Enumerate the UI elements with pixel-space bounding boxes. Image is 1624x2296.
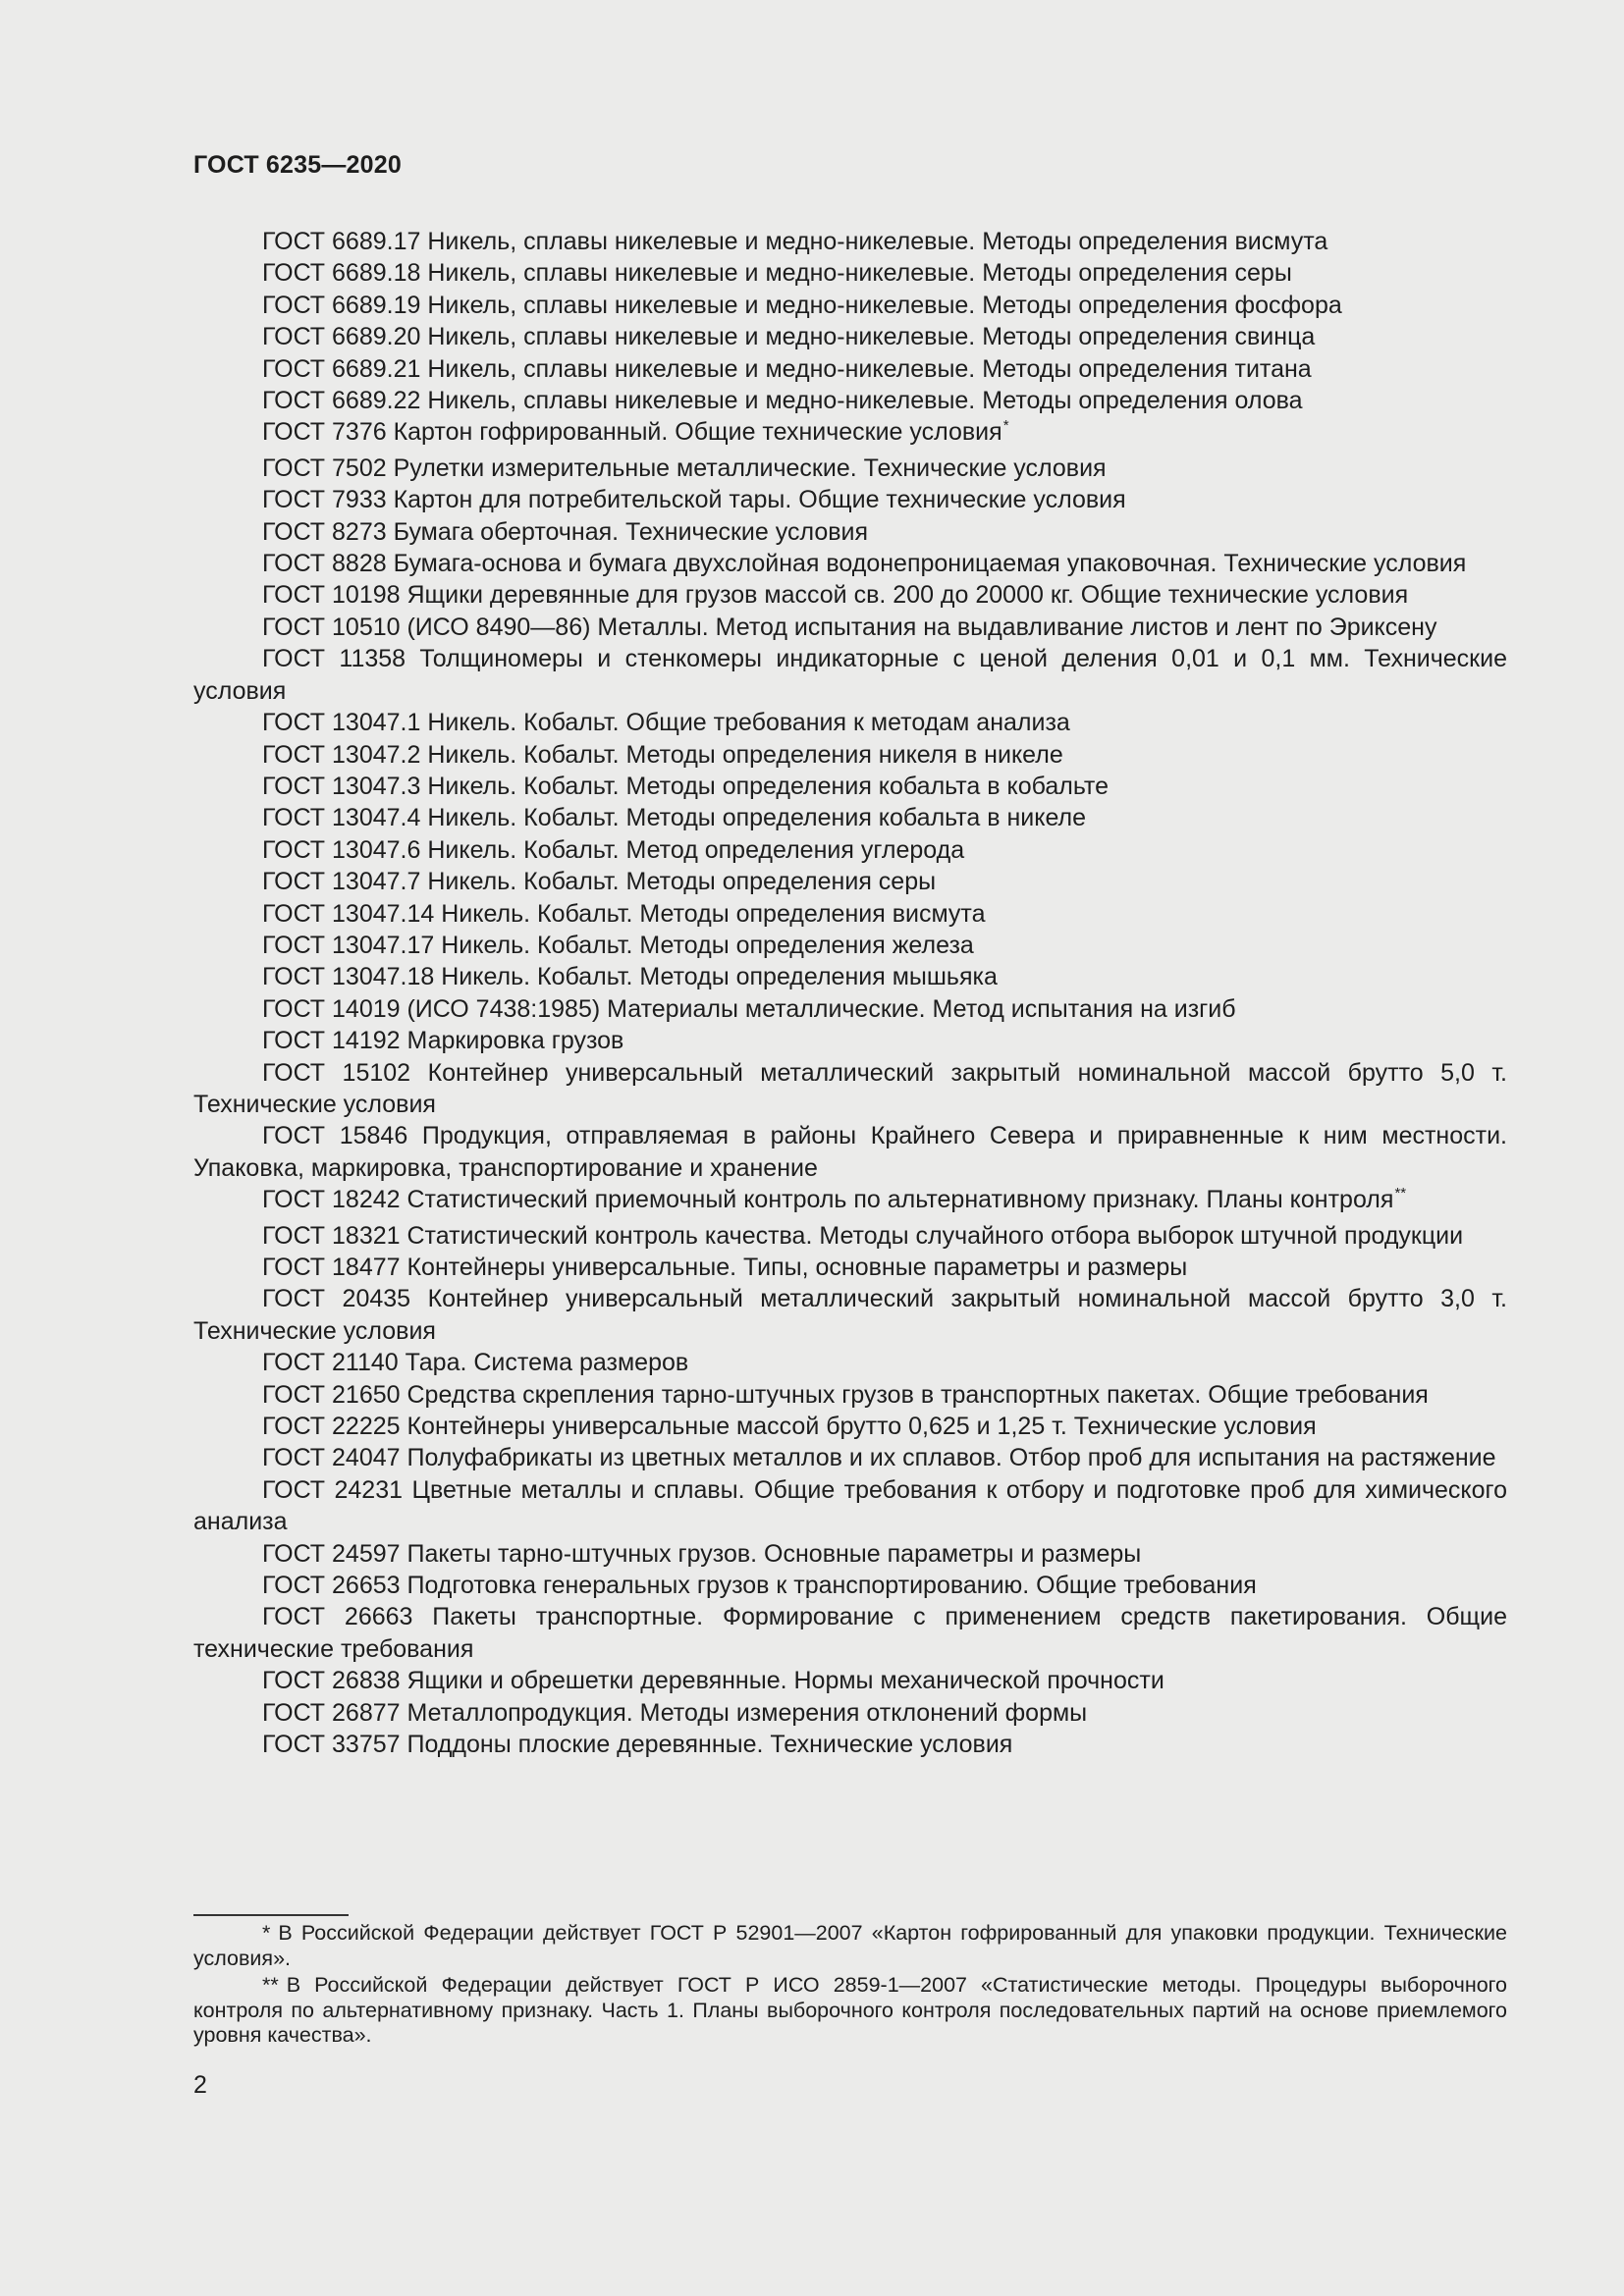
reference-entry bbox=[193, 1729, 1507, 1760]
footnote-mark: * bbox=[262, 1921, 271, 1945]
reference-text: ГОСТ 7376 Картон гофрированный. Общие технические условия bbox=[262, 418, 1002, 447]
reference-text: ГОСТ 14019 (ИСО 7438:1985) Материалы металлические. Метод испытания на изгиб bbox=[262, 994, 1236, 1023]
reference-text: ГОСТ 15102 Контейнер универсальный металлический закрытый номинальной массой брутто 5,0 т. Технические условия bbox=[193, 1058, 1507, 1118]
reference-text: ГОСТ 10510 (ИСО 8490—86) Металлы. Метод испытания на выдавливание листов и лент по Эриксену bbox=[262, 613, 1437, 641]
reference-entry bbox=[193, 484, 1507, 515]
reference-entry bbox=[193, 961, 1507, 992]
reference-text: ГОСТ 10198 Ящики деревянные для грузов массой св. 200 до 20000 кг. Общие технические условия bbox=[262, 581, 1409, 610]
document-header: ГОСТ 6235—2020 bbox=[193, 151, 402, 179]
footnote-text: В Российской Федерации действует ГОСТ Р ИСО 2859-1—2007 «Статистические методы. Процедуры выборочного контроля по альтернативному признаку. Часть 1. Планы выборочного контроля последовательных партий на основе приемлемого уровня качества». bbox=[193, 1973, 1507, 2047]
reference-entry bbox=[193, 1220, 1507, 1252]
reference-entry bbox=[193, 1347, 1507, 1378]
reference-text: ГОСТ 26838 Ящики и обрешетки деревянные. Нормы механической прочности bbox=[262, 1667, 1164, 1695]
reference-text: ГОСТ 18477 Контейнеры универсальные. Типы, основные параметры и размеры bbox=[262, 1254, 1188, 1281]
reference-text: ГОСТ 6689.21 Никель, сплавы никелевые и медно-никелевые. Методы определения титана bbox=[262, 354, 1312, 383]
reference-entry bbox=[193, 834, 1507, 866]
reference-text: ГОСТ 26653 Подготовка генеральных грузов к транспортированию. Общие требования bbox=[262, 1572, 1257, 1600]
reference-text: ГОСТ 20435 Контейнер универсальный металлический закрытый номинальной массой брутто 3,0 т. Технические условия bbox=[193, 1285, 1507, 1345]
footnote-entry bbox=[193, 1921, 1507, 1971]
reference-entry bbox=[193, 1474, 1507, 1538]
reference-entry bbox=[193, 1442, 1507, 1473]
reference-text: ГОСТ 13047.3 Никель. Кобальт. Методы определения кобальта в кобальте bbox=[262, 772, 1109, 800]
reference-entry bbox=[193, 1379, 1507, 1411]
normative-references-list bbox=[193, 226, 1507, 1761]
reference-text: ГОСТ 13047.1 Никель. Кобальт. Общие требования к методам анализа bbox=[262, 709, 1070, 737]
reference-entry bbox=[193, 226, 1507, 257]
reference-text: ГОСТ 6689.17 Никель, сплавы никелевые и медно-никелевые. Методы определения висмута bbox=[262, 228, 1328, 255]
reference-text: ГОСТ 7933 Картон для потребительской тары. Общие технические условия bbox=[262, 486, 1126, 514]
reference-entry bbox=[193, 1570, 1507, 1601]
reference-text: ГОСТ 24047 Полуфабрикаты из цветных металлов и их сплавов. Отбор проб для испытания на растяжение bbox=[262, 1444, 1496, 1472]
reference-entry bbox=[193, 579, 1507, 611]
reference-entry bbox=[193, 1184, 1507, 1219]
reference-entry bbox=[193, 353, 1507, 385]
reference-text: ГОСТ 6689.18 Никель, сплавы никелевые и медно-никелевые. Методы определения серы bbox=[262, 259, 1292, 288]
reference-entry bbox=[193, 1665, 1507, 1696]
reference-text: ГОСТ 13047.17 Никель. Кобальт. Методы определения железа bbox=[262, 931, 974, 959]
reference-text: ГОСТ 21650 Средства скрепления тарно-штучных грузов в транспортных пакетах. Общие требования bbox=[262, 1380, 1429, 1409]
reference-text: ГОСТ 26877 Металлопродукция. Методы измерения отклонений формы bbox=[262, 1698, 1088, 1727]
reference-text: ГОСТ 18321 Статистический контроль качества. Методы случайного отбора выборок штучной продукции bbox=[262, 1221, 1464, 1250]
reference-entry bbox=[193, 930, 1507, 961]
reference-text: ГОСТ 6689.22 Никель, сплавы никелевые и медно-никелевые. Методы определения олова bbox=[262, 387, 1303, 415]
footnote-separator bbox=[193, 1914, 349, 1916]
reference-entry bbox=[193, 643, 1507, 707]
reference-text: ГОСТ 11358 Толщиномеры и стенкомеры индикаторные с ценой деления 0,01 и 0,1 мм. Технические условия bbox=[193, 645, 1507, 705]
reference-text: ГОСТ 26663 Пакеты транспортные. Формирование с применением средств пакетирования. Общие технические требования bbox=[193, 1603, 1507, 1663]
reference-text: ГОСТ 24597 Пакеты тарно-штучных грузов. Основные параметры и размеры bbox=[262, 1539, 1142, 1568]
reference-entry bbox=[193, 771, 1507, 802]
reference-text: ГОСТ 13047.7 Никель. Кобальт. Методы определения серы bbox=[262, 868, 937, 896]
reference-entry bbox=[193, 1538, 1507, 1570]
reference-entry bbox=[193, 707, 1507, 738]
footnote-mark: ** bbox=[262, 1973, 279, 1997]
reference-entry bbox=[193, 1697, 1507, 1729]
reference-text: ГОСТ 6689.20 Никель, сплавы никелевые и медно-никелевые. Методы определения свинца bbox=[262, 323, 1316, 351]
reference-text: ГОСТ 13047.14 Никель. Кобальт. Методы определения висмута bbox=[262, 899, 986, 928]
reference-entry bbox=[193, 516, 1507, 548]
footnote-text: В Российской Федерации действует ГОСТ Р 52901—2007 «Картон гофрированный для упаковки продукции. Технические условия». bbox=[193, 1921, 1507, 1970]
reference-text: ГОСТ 15846 Продукция, отправляемая в районы Крайнего Севера и приравненные к ним местности. Упаковка, маркировка, транспортирование и хранение bbox=[193, 1122, 1507, 1182]
reference-text: ГОСТ 13047.4 Никель. Кобальт. Методы определения кобальта в никеле bbox=[262, 804, 1087, 832]
reference-entry bbox=[193, 898, 1507, 930]
reference-entry bbox=[193, 1411, 1507, 1442]
footnote-marker: ** bbox=[1394, 1185, 1407, 1202]
reference-entry bbox=[193, 257, 1507, 289]
reference-text: ГОСТ 7502 Рулетки измерительные металлические. Технические условия bbox=[262, 454, 1107, 482]
reference-text: ГОСТ 8828 Бумага-основа и бумага двухслойная водонепроницаемая упаковочная. Технические условия bbox=[262, 550, 1467, 578]
reference-text: ГОСТ 18242 Статистический приемочный контроль по альтернативному признаку. Планы контроля bbox=[262, 1186, 1394, 1214]
footnotes bbox=[193, 1921, 1507, 2049]
reference-entry bbox=[193, 993, 1507, 1025]
reference-entry bbox=[193, 321, 1507, 352]
reference-text: ГОСТ 22225 Контейнеры универсальные массой брутто 0,625 и 1,25 т. Технические условия bbox=[262, 1413, 1317, 1441]
reference-entry bbox=[193, 1120, 1507, 1184]
reference-text: ГОСТ 6689.19 Никель, сплавы никелевые и медно-никелевые. Методы определения фосфора bbox=[262, 291, 1342, 319]
reference-entry bbox=[193, 1283, 1507, 1347]
reference-entry bbox=[193, 290, 1507, 321]
reference-entry bbox=[193, 548, 1507, 579]
reference-text: ГОСТ 13047.18 Никель. Кобальт. Методы определения мышьяка bbox=[262, 963, 998, 991]
reference-entry bbox=[193, 866, 1507, 897]
reference-entry bbox=[193, 739, 1507, 771]
reference-text: ГОСТ 8273 Бумага оберточная. Технические условия bbox=[262, 517, 869, 546]
reference-entry bbox=[193, 1601, 1507, 1665]
reference-entry bbox=[193, 1025, 1507, 1056]
reference-text: ГОСТ 14192 Маркировка грузов bbox=[262, 1027, 624, 1055]
reference-entry bbox=[193, 416, 1507, 452]
reference-entry bbox=[193, 802, 1507, 833]
page-number: 2 bbox=[193, 2071, 207, 2099]
reference-text: ГОСТ 33757 Поддоны плоские деревянные. Технические условия bbox=[262, 1731, 1013, 1759]
reference-text: ГОСТ 21140 Тара. Система размеров bbox=[262, 1349, 689, 1377]
reference-text: ГОСТ 13047.6 Никель. Кобальт. Метод определения углерода bbox=[262, 835, 965, 864]
reference-text: ГОСТ 13047.2 Никель. Кобальт. Методы определения никеля в никеле bbox=[262, 740, 1063, 769]
footnote-marker: * bbox=[1002, 417, 1009, 435]
reference-text: ГОСТ 24231 Цветные металлы и сплавы. Общие требования к отбору и подготовке проб для химического анализа bbox=[193, 1475, 1507, 1536]
reference-entry bbox=[193, 612, 1507, 643]
reference-entry bbox=[193, 1057, 1507, 1121]
reference-entry bbox=[193, 453, 1507, 484]
reference-entry bbox=[193, 1252, 1507, 1283]
footnote-entry bbox=[193, 1973, 1507, 2049]
reference-entry bbox=[193, 385, 1507, 416]
